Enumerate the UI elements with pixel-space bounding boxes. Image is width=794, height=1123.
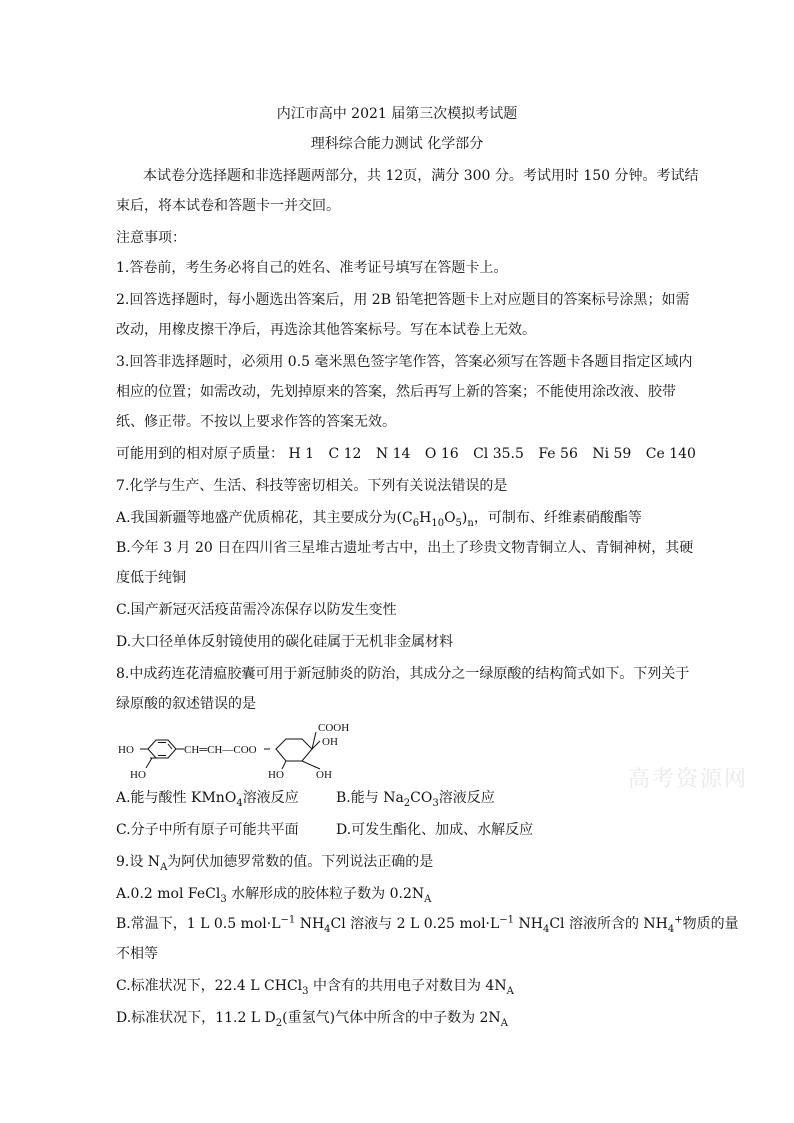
q9-option-a: A.0.2 mol FeCl$_3$ 水解形成的胶体粒子数为 $0.2N_A$	[116, 886, 432, 905]
atomic-mass-item: Ce 140	[645, 446, 696, 462]
q7-option-a: A.我国新疆等地盛产优质棉花，其主要成分为$(C_6H_{10}O_5)_n$，可制布、纤维素硝酸酯等	[116, 510, 642, 529]
q8-option-b: B.能与 $Na_2CO_3$溶液反应	[336, 790, 495, 809]
structure-cooh: COOH	[318, 722, 350, 734]
atomic-mass-item: O 16	[424, 446, 459, 462]
intro-line-1: 本试卷分选择题和非选择题两部分，共 12页，满分 300 分。考试用时 150 分钟。考试结	[143, 168, 699, 184]
q8-option-d: D.可发生酯化、加成、水解反应	[336, 822, 534, 838]
atomic-mass-item: N 14	[375, 446, 411, 462]
q7-stem: 7.化学与生产、生活、科技等密切相关。下列有关说法错误的是	[116, 478, 508, 494]
atomic-masses-label: 可能用到的相对原子质量：	[116, 446, 284, 462]
q8-option-c: C.分子中所有原子可能共平面	[116, 822, 299, 838]
exam-title: 内江市高中 2021 届第三次模拟考试题	[276, 106, 518, 122]
atomic-mass-item: H 1	[288, 446, 315, 462]
q8-stem-line-2: 绿原酸的叙述错误的是	[116, 696, 256, 712]
notice-item-3-line-1: 3.回答非选择题时，必须用 0.5 毫米黑色签字笔作答，答案必须写在答题卡各题目指定区域内	[116, 354, 693, 370]
q9-option-c: C.标准状况下，22.4 L CHCl$_3$ 中含有的共用电子对数目为 $4N_A$	[116, 978, 514, 997]
structure-oh-right: OH	[322, 736, 338, 748]
cyclohexane-ring	[276, 739, 312, 761]
q7-option-b-line-2: 度低于纯铜	[116, 570, 186, 586]
atomic-mass-item: C 12	[328, 446, 362, 462]
q9-stem: 9.设 $N_A$为阿伏加德罗常数的值。下列说法正确的是	[116, 854, 434, 873]
exam-subtitle: 理科综合能力测试 化学部分	[310, 136, 484, 152]
structure-oh-bottom: OH	[316, 769, 332, 780]
notice-item-3-line-2: 相应的位置；如需改动，先划掉原来的答案，然后再写上新的答案；不能使用涂改液、胶带	[116, 384, 676, 400]
structure-ho-bottom: HO	[130, 769, 146, 780]
q9-option-d: D.标准状况下，11.2 L $D_2$(重氢气)气体中所含的中子数为 $2N_A$	[116, 1010, 508, 1029]
q9-option-b-line-2: 不相等	[116, 946, 158, 962]
notice-item-1: 1.答卷前，考生务必将自己的姓名、准考证号填写在答题卡上。	[116, 260, 508, 276]
q8-stem-line-1: 8.中成药连花清瘟胶囊可用于新冠肺炎的防治，其成分之一绿原酸的结构简式如下。下列关于	[116, 666, 690, 682]
structure-ho-top: HO	[118, 744, 134, 756]
q9-option-b-line-1: B.常温下，1 L 0.5 $mol\cdot L^{-1}$ $NH_4Cl$ 溶液与 2 L 0.25 $mol\cdot L^{-1}$ $NH_4Cl$ 溶液所含的 $NH_4^+$物质的量	[116, 914, 739, 935]
atomic-mass-item: Cl 35.5	[473, 446, 524, 462]
atomic-masses	[116, 444, 706, 464]
watermark: 高考资源网	[628, 767, 749, 792]
chlorogenic-acid-structure	[116, 718, 376, 780]
atomic-mass-item: Ni 59	[592, 446, 632, 462]
structure-oh-left: HO	[268, 769, 284, 780]
structure-chain: CH═CH—COO	[184, 744, 257, 756]
intro-line-2: 束后，将本试卷和答题卡一并交回。	[116, 198, 340, 214]
notice-item-2-line-1: 2.回答选择题时，每小题选出答案后，用 2B 铅笔把答题卡上对应题目的答案标号涂黑；如需	[116, 292, 690, 308]
q8-option-a: A.能与酸性 KMnO$_4$溶液反应	[116, 790, 299, 809]
q7-option-d: D.大口径单体反射镜使用的碳化硅属于无机非金属材料	[116, 634, 454, 650]
notice-item-2-line-2: 改动，用橡皮擦干净后，再选涂其他答案标号。写在本试卷上无效。	[116, 322, 536, 338]
q7-option-b-line-1: B.今年 3 月 20 日在四川省三星堆古遗址考古中，出土了珍贵文物青铜立人、青铜神树，其硬	[116, 540, 694, 556]
notice-item-3-line-3: 纸、修正带。不按以上要求作答的答案无效。	[116, 414, 396, 430]
notice-heading: 注意事项：	[116, 230, 186, 246]
atomic-mass-item: Fe 56	[538, 446, 578, 462]
q7-option-c: C.国产新冠灭活疫苗需冷冻保存以防发生变性	[116, 602, 397, 618]
